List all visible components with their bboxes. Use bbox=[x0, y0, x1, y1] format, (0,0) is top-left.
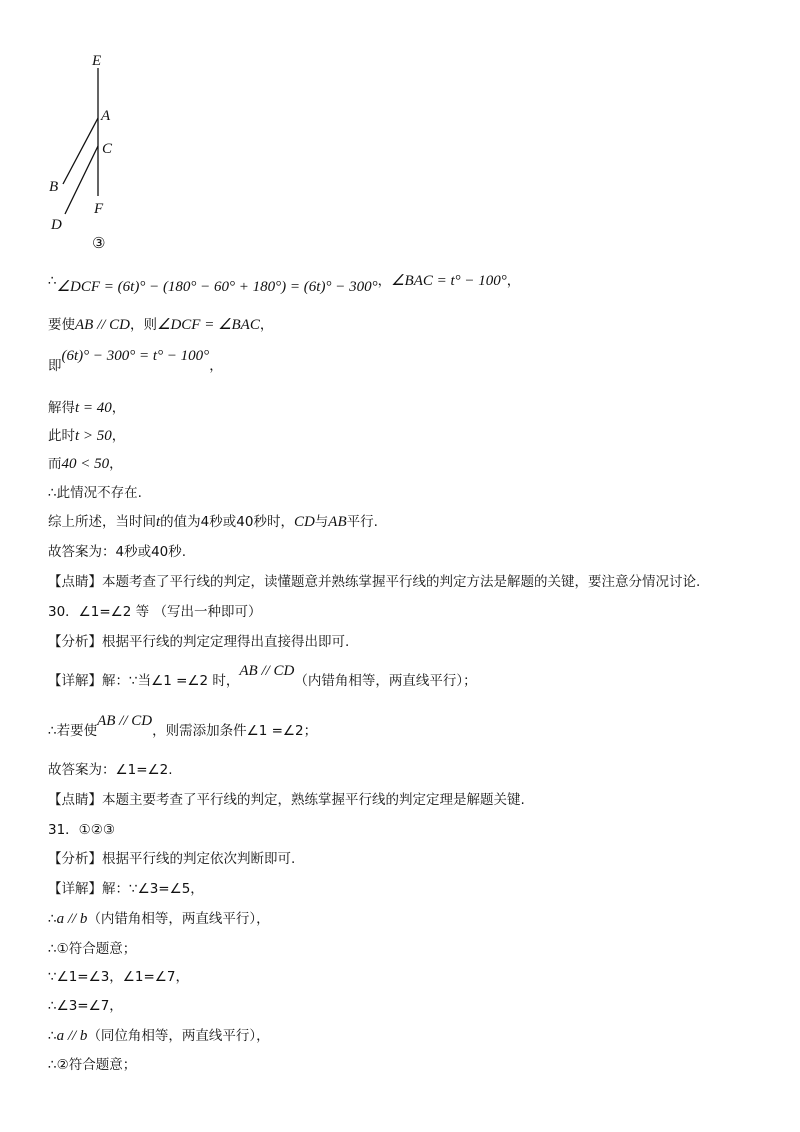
text-run: 【详解】解：∵当∠1 =∠2 时， bbox=[48, 673, 240, 689]
math-expression: AB // CD bbox=[239, 663, 295, 679]
text-line bbox=[48, 316, 273, 334]
text-line bbox=[48, 399, 125, 417]
text-line bbox=[48, 791, 525, 809]
text-line bbox=[48, 484, 142, 502]
text-run: ， bbox=[506, 273, 521, 289]
math-expression: a // b bbox=[56, 1028, 88, 1044]
label-e: E bbox=[92, 53, 102, 69]
text-line bbox=[48, 910, 270, 928]
text-run: 【详解】解：∵∠3=∠5， bbox=[48, 881, 204, 897]
text-run: ∴ bbox=[48, 911, 57, 927]
math-expression: ∠BAC = t° − 100° bbox=[391, 273, 507, 289]
text-run: ， bbox=[209, 358, 223, 374]
text-line bbox=[48, 427, 125, 445]
text-line bbox=[48, 713, 318, 740]
label-a: A bbox=[101, 108, 111, 124]
math-expression: t > 50 bbox=[75, 428, 112, 444]
text-run: 【分析】根据平行线的判定定理得出直接得出即可. bbox=[48, 634, 350, 650]
text-line bbox=[48, 761, 173, 779]
text-run: 【分析】根据平行线的判定依次判断即可. bbox=[48, 851, 296, 867]
text-run: （内错角相等，两直线平行）， bbox=[87, 911, 270, 927]
text-run: ， bbox=[109, 456, 123, 472]
text-line bbox=[48, 940, 136, 958]
text-run: ∴ bbox=[48, 1028, 57, 1044]
text-line bbox=[48, 1027, 270, 1045]
text-run: 故答案为：∠1=∠2. bbox=[48, 762, 173, 778]
text-run: ∴①符合题意； bbox=[48, 941, 137, 957]
math-expression: AB // CD bbox=[97, 713, 153, 729]
text-run: ， bbox=[111, 428, 126, 444]
text-run: 而 bbox=[48, 456, 62, 472]
text-line bbox=[48, 513, 378, 531]
math-expression: CD bbox=[293, 514, 315, 530]
text-line bbox=[48, 455, 123, 473]
text-run: ∴②符合题意； bbox=[48, 1057, 137, 1073]
text-run: ∴若要使 bbox=[48, 723, 98, 739]
text-line bbox=[48, 821, 115, 839]
label-d: D bbox=[51, 217, 62, 233]
text-run: 综上所述，当时间 bbox=[48, 514, 156, 530]
math-expression: ∠DCF = (6t)° − (180° − 60° + 180°) = (6t)° − 300° bbox=[56, 279, 378, 295]
text-run: ∴∠3=∠7， bbox=[48, 998, 123, 1014]
text-line bbox=[48, 968, 189, 986]
text-line bbox=[48, 850, 295, 868]
math-expression: AB bbox=[328, 514, 347, 530]
geometry-figure bbox=[40, 50, 150, 260]
text-run: ，则需添加条件∠1 =∠2； bbox=[152, 723, 318, 739]
text-run: 即 bbox=[48, 358, 62, 374]
math-expression: (6t)° − 300° = t° − 100° bbox=[61, 348, 210, 364]
math-expression: a // b bbox=[56, 911, 88, 927]
label-c: C bbox=[102, 141, 113, 157]
text-run: （内错角相等，两直线平行）； bbox=[294, 673, 477, 689]
text-run: 的值为4秒或40秒时， bbox=[160, 514, 294, 530]
text-line bbox=[48, 633, 349, 651]
text-run: 31．①②③ bbox=[48, 822, 115, 838]
math-expression: t = 40 bbox=[75, 400, 112, 416]
text-run: 此时 bbox=[48, 428, 75, 444]
text-run: ∴此情况不存在. bbox=[48, 485, 142, 501]
label-b: B bbox=[49, 179, 59, 195]
text-run: ∵∠1=∠3，∠1=∠7， bbox=[48, 969, 189, 985]
text-line bbox=[48, 997, 123, 1015]
text-run: （同位角相等，两直线平行）， bbox=[87, 1028, 270, 1044]
text-line bbox=[48, 272, 521, 295]
text-run: ，则 bbox=[130, 317, 157, 333]
figure-caption: ③ bbox=[92, 234, 106, 252]
text-line bbox=[48, 543, 186, 561]
line-ab bbox=[63, 118, 98, 184]
math-expression: AB // CD bbox=[75, 317, 130, 333]
text-run: 【点睛】本题考查了平行线的判定，读懂题意并熟练掌握平行线的判定方法是解题的关键，要注意分情况讨论. bbox=[48, 574, 701, 590]
text-run: 30．∠1=∠2 等 （写出一种即可） bbox=[48, 604, 262, 620]
text-run: 要使 bbox=[48, 317, 75, 333]
math-expression: ∠DCF = ∠BAC bbox=[157, 317, 260, 333]
text-line bbox=[48, 573, 700, 591]
text-run: 解得 bbox=[48, 400, 75, 416]
text-run: ， bbox=[111, 400, 126, 416]
text-line bbox=[48, 603, 261, 621]
math-expression: t bbox=[156, 514, 161, 530]
text-run: ∴ bbox=[48, 273, 57, 289]
math-expression: 40 < 50 bbox=[61, 456, 110, 472]
text-line bbox=[48, 348, 223, 375]
text-run: 与 bbox=[314, 514, 329, 530]
text-run: ， bbox=[377, 273, 392, 289]
text-line bbox=[48, 1056, 136, 1074]
text-line bbox=[48, 880, 204, 898]
text-run: ， bbox=[259, 317, 274, 333]
text-run: 平行. bbox=[346, 514, 378, 530]
text-run: 故答案为：4秒或40秒. bbox=[48, 544, 187, 560]
label-f: F bbox=[94, 201, 104, 217]
text-line bbox=[48, 663, 477, 690]
text-run: 【点睛】本题主要考查了平行线的判定，熟练掌握平行线的判定定理是解题关键. bbox=[48, 792, 525, 808]
